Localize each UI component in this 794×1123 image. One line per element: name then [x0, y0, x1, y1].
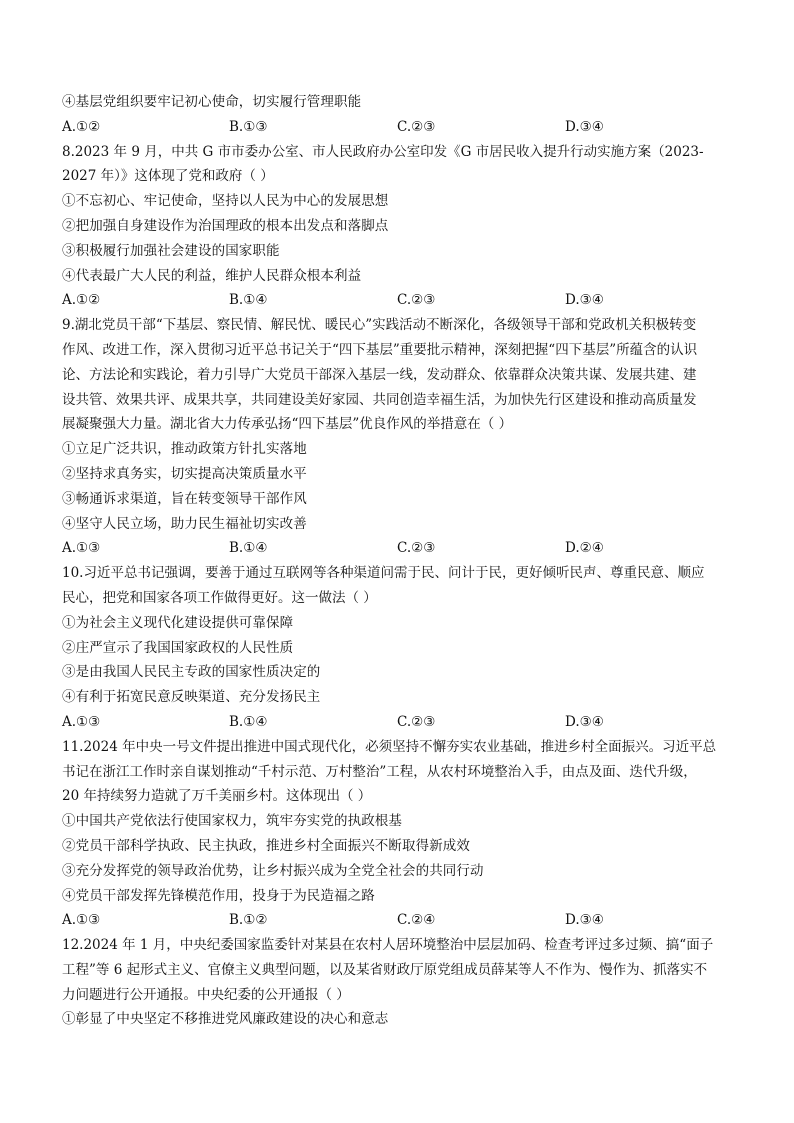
option-d: D.②④	[565, 540, 604, 557]
question-9-item: ①立足广泛共识，推动政策方针扎实落地	[62, 441, 307, 458]
stem-line: 设共管、效果共评、成果共享，共同建设美好家园、共同创造幸福生活，为加快先行区建设和推动高质量发	[62, 391, 697, 408]
stem-line: 12.2024 年 1 月，中央纪委国家监委针对某县在农村人居环境整治中层层加码、检查考评过多过频、搞“面子	[62, 937, 714, 954]
question-7-options	[62, 115, 734, 140]
option-a: A.①②	[62, 118, 101, 135]
stem-line: 书记在浙江工作时亲自谋划推动“千村示范、万村整治”工程，从农村环境整治入手，由点及面、迭代升级，	[62, 763, 697, 780]
question-9-item: ③畅通诉求渠道，旨在转变领导干部作风	[62, 490, 307, 507]
question-7-item-4: ④基层党组织要牢记初心使命，切实履行管理职能	[62, 94, 362, 110]
question-8-item: ③积极履行加强社会建设的国家职能	[62, 242, 280, 259]
question-11-item: ③充分发挥党的领导政治优势，让乡村振兴成为全党全社会的共同行动	[62, 862, 484, 879]
stem-line: 力问题进行公开通报。中央纪委的公开通报（ ）	[62, 986, 350, 1003]
option-a: A.①③	[62, 713, 101, 730]
stem-line: 10.习近平总书记强调，要善于通过互联网等各种渠道问需于民、问计于民，更好倾听民声、尊重民意、顺应	[62, 565, 705, 582]
question-8-stem	[62, 140, 734, 190]
question-10-item: ③是由我国人民民主专政的国家性质决定的	[62, 664, 321, 681]
option-b: B.①④	[229, 540, 268, 557]
stem-line: 工程”等 6 起形式主义、官僚主义典型问题，以及某省财政厅原党组成员薛某等人不作为、慢作为、抓落实不	[62, 961, 708, 978]
question-11-item: ②党员干部科学执政、民主执政，推进乡村全面振兴不断取得新成效	[62, 837, 470, 854]
option-b: B.①④	[229, 713, 268, 730]
question-9-stem	[62, 313, 734, 437]
question-10-item: ④有利于拓宽民意反映渠道、充分发扬民主	[62, 689, 321, 706]
question-11-item: ①中国共产党依法行使国家权力，筑牢夯实党的执政根基	[62, 813, 402, 830]
stem-line: 民心，把党和国家各项工作做得更好。这一做法（ ）	[62, 589, 377, 606]
stem-line: 8.2023 年 9 月，中共 G 市市委办公室、市人民政府办公室印发《G 市居民收入提升行动实施方案（2023-	[62, 143, 704, 160]
stem-line: 2027 年）》这体现了党和政府（ ）	[62, 168, 274, 185]
question-10-item: ①为社会主义现代化建设提供可靠保障	[62, 614, 294, 631]
question-8-options	[62, 288, 734, 313]
option-a: A.①③	[62, 540, 101, 557]
option-b: B.①③	[229, 118, 268, 135]
option-c: C.②③	[397, 540, 436, 557]
question-9-options	[62, 536, 734, 561]
option-d: D.③④	[565, 713, 604, 730]
question-11-options	[62, 908, 734, 933]
option-c: C.②③	[397, 713, 436, 730]
question-12-item: ①彰显了中央坚定不移推进党风廉政建设的决心和意志	[62, 1011, 389, 1028]
stem-line: 9.湖北党员干部“下基层、察民情、解民忧、暖民心”实践活动不断深化，各级领导干部和党政机关积极转变	[62, 317, 697, 334]
question-8-item: ②把加强自身建设作为治国理政的根本出发点和落脚点	[62, 217, 389, 234]
question-9-item: ②坚持求真务实，切实提高决策质量水平	[62, 465, 307, 482]
question-10-options	[62, 710, 734, 735]
question-10-stem	[62, 561, 734, 611]
stem-line: 论、方法论和实践论，着力引导广大党员干部深入基层一线，发动群众、依靠群众决策共谋、发展共建、建	[62, 366, 697, 383]
question-8-item: ④代表最广大人民的利益，维护人民群众根本利益	[62, 267, 362, 284]
question-12-stem	[62, 933, 734, 1007]
stem-line: 作风、改进工作，深入贯彻习近平总书记关于“四下基层”重要批示精神，深刻把握“四下基层”所蕴含的认识	[62, 341, 698, 358]
option-a: A.①②	[62, 292, 101, 309]
option-c: C.②③	[397, 118, 436, 135]
stem-line: 展凝聚强大力量。湖北省大力传承弘扬“四下基层”优良作风的举措意在（ ）	[62, 416, 513, 433]
question-11-item: ④党员干部发挥先锋模范作用，投身于为民造福之路	[62, 887, 375, 904]
option-c: C.②④	[397, 912, 436, 929]
question-9-item: ④坚守人民立场，助力民生福祉切实改善	[62, 515, 307, 532]
question-10-item: ②庄严宣示了我国国家政权的人民性质	[62, 639, 294, 656]
question-11-stem	[62, 735, 734, 809]
option-b: B.①②	[229, 912, 268, 929]
option-d: D.③④	[565, 118, 604, 135]
page-content	[62, 90, 734, 1032]
stem-line: 20 年持续努力造就了万千美丽乡村。这体现出（ ）	[62, 788, 372, 805]
option-d: D.③④	[565, 912, 604, 929]
option-b: B.①④	[229, 292, 268, 309]
option-a: A.①③	[62, 912, 101, 929]
question-8-item: ①不忘初心、牢记使命，坚持以人民为中心的发展思想	[62, 193, 389, 210]
stem-line: 11.2024 年中央一号文件提出推进中国式现代化，必须坚持不懈夯实农业基础，推进乡村全面振兴。习近平总	[62, 738, 717, 755]
option-d: D.③④	[565, 292, 604, 309]
option-c: C.②③	[397, 292, 436, 309]
